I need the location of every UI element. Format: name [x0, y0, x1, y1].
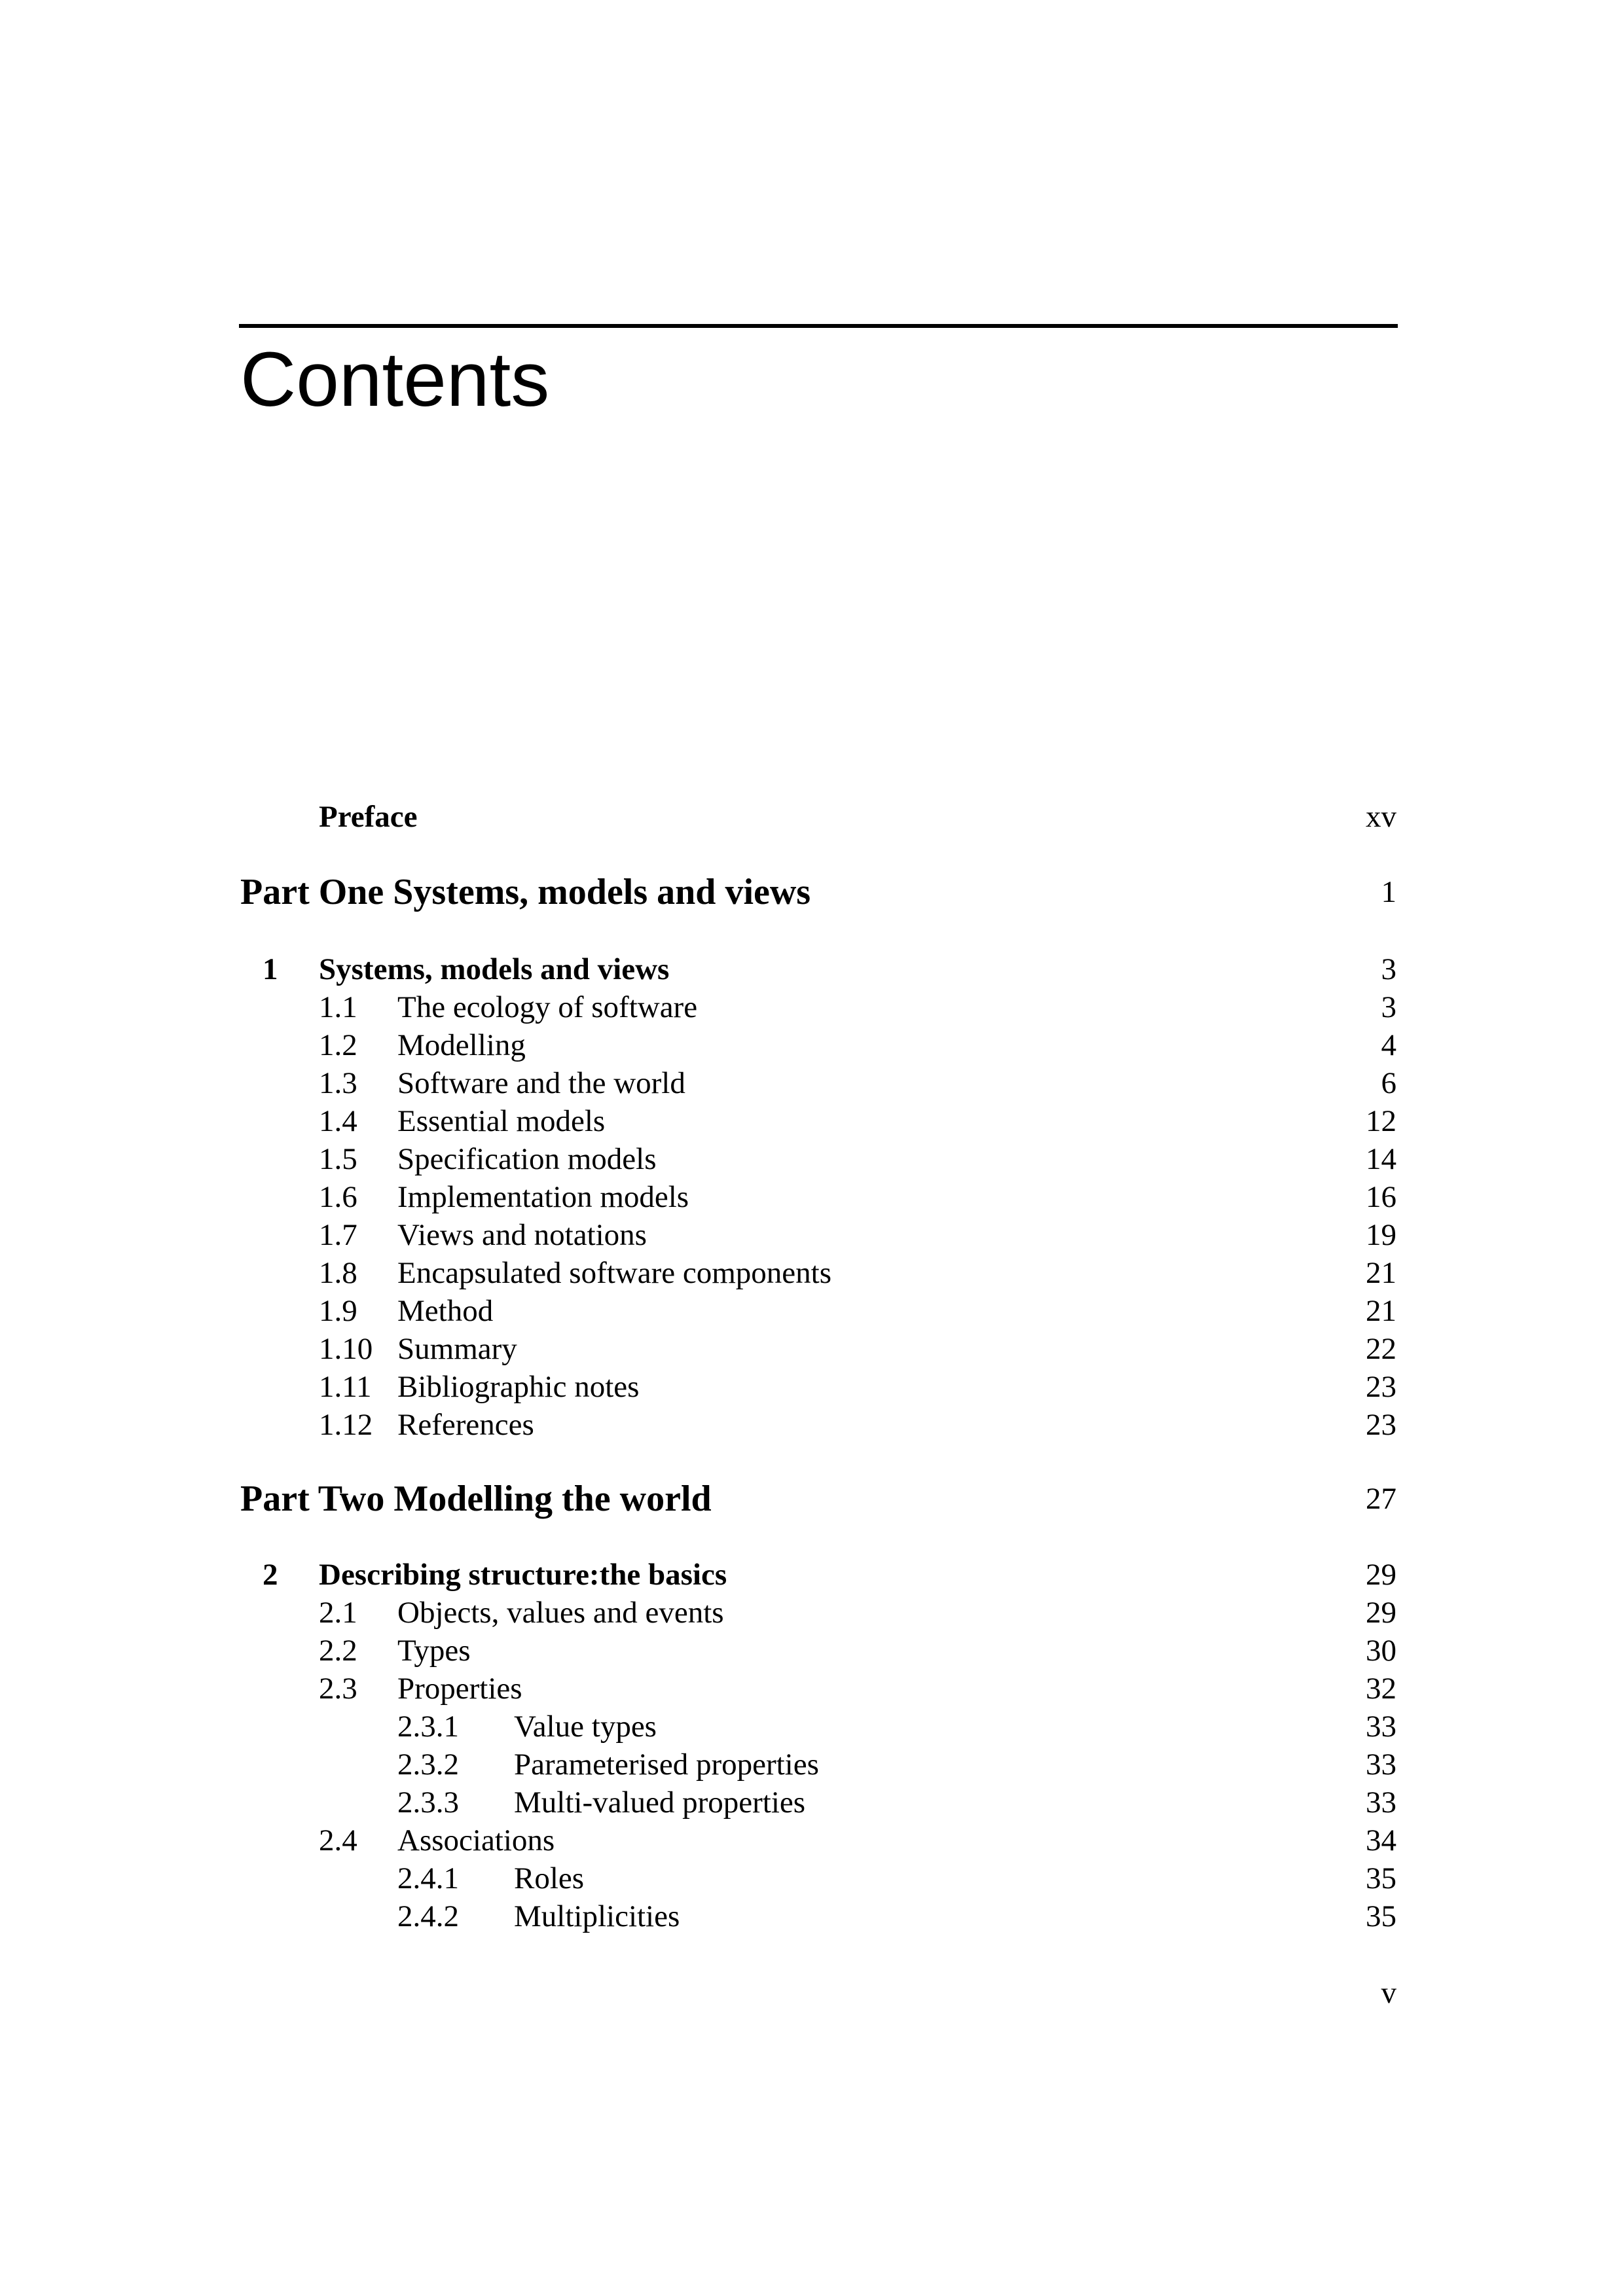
toc-section-label: The ecology of software	[397, 990, 698, 1024]
toc-subsection-label: Multiplicities	[514, 1899, 680, 1933]
toc-section-number: 1.5	[319, 1142, 357, 1176]
toc-section-label: Views and notations	[397, 1218, 647, 1252]
toc-section-page: 22	[1366, 1332, 1396, 1366]
toc-subsection[interactable]	[0, 1783, 1623, 1822]
toc-subsection[interactable]	[0, 1707, 1623, 1746]
toc-section-number: 1.2	[319, 1028, 357, 1062]
toc-chapter-number: 2	[263, 1558, 278, 1592]
toc-section[interactable]	[0, 1026, 1623, 1065]
toc-section[interactable]	[0, 1669, 1623, 1708]
toc-section-page: 23	[1366, 1370, 1396, 1404]
toc-subsection-number: 2.4.1	[397, 1861, 459, 1895]
toc-section-label: Bibliographic notes	[397, 1370, 640, 1404]
toc-part-page: 1	[1381, 875, 1396, 909]
toc-section-label: References	[397, 1408, 534, 1442]
toc-section-label: Modelling	[397, 1028, 526, 1062]
toc-section-page: 3	[1381, 990, 1396, 1024]
toc-chapter-label: Describing structure:the basics	[319, 1558, 727, 1592]
toc-section[interactable]	[0, 1631, 1623, 1670]
toc-subsection-page: 35	[1366, 1899, 1396, 1933]
toc-section-page: 19	[1366, 1218, 1396, 1252]
toc-section[interactable]	[0, 1139, 1623, 1179]
toc-section-label: Objects, values and events	[397, 1596, 724, 1630]
toc-subsection-label: Parameterised properties	[514, 1748, 819, 1782]
toc-chapter-2[interactable]	[0, 1555, 1623, 1594]
toc-section[interactable]	[0, 1177, 1623, 1217]
toc-subsection-label: Roles	[514, 1861, 585, 1895]
toc-section-label: Method	[397, 1294, 494, 1328]
toc-chapter-page: 3	[1381, 952, 1396, 986]
toc-entry-preface[interactable]	[0, 797, 1623, 836]
toc-section-page: 16	[1366, 1180, 1396, 1214]
toc-section[interactable]	[0, 1215, 1623, 1255]
toc-section-label: Encapsulated software components	[397, 1256, 832, 1290]
toc-section-number: 1.11	[319, 1370, 372, 1404]
toc-section[interactable]	[0, 988, 1623, 1027]
toc-subsection[interactable]	[0, 1745, 1623, 1784]
toc-part-page: 27	[1366, 1482, 1396, 1516]
toc-section-page: 4	[1381, 1028, 1396, 1062]
toc-section[interactable]	[0, 1405, 1623, 1444]
toc-subsection-label: Multi-valued properties	[514, 1785, 806, 1820]
toc-chapter-page: 29	[1366, 1558, 1396, 1592]
page-number: v	[1381, 1976, 1396, 2010]
toc-section[interactable]	[0, 1329, 1623, 1369]
toc-subsection[interactable]	[0, 1859, 1623, 1898]
toc-part-two[interactable]	[0, 1479, 1623, 1518]
toc-subsection-page: 35	[1366, 1861, 1396, 1895]
toc-subsection-label: Value types	[514, 1710, 657, 1744]
toc-section-label: Associations	[397, 1823, 555, 1857]
toc-subsection-number: 2.3.2	[397, 1748, 459, 1782]
toc-section-page: 21	[1366, 1256, 1396, 1290]
toc-section-label: Types	[397, 1634, 471, 1668]
toc-section-number: 1.6	[319, 1180, 357, 1214]
page-title: Contents	[240, 336, 550, 423]
toc-part-label: Part One Systems, models and views	[240, 872, 811, 912]
toc-section-page: 23	[1366, 1408, 1396, 1442]
toc-section-number: 1.10	[319, 1332, 373, 1366]
toc-subsection-page: 33	[1366, 1710, 1396, 1744]
toc-section[interactable]	[0, 1291, 1623, 1331]
toc-section-page: 14	[1366, 1142, 1396, 1176]
toc-section-label: Properties	[397, 1672, 522, 1706]
toc-entry-page: xv	[1366, 800, 1396, 834]
toc-section-number: 1.9	[319, 1294, 357, 1328]
toc-chapter-number: 1	[263, 952, 278, 986]
toc-subsection-page: 33	[1366, 1785, 1396, 1820]
toc-section-page: 12	[1366, 1104, 1396, 1138]
toc-section-number: 1.8	[319, 1256, 357, 1290]
toc-section-label: Essential models	[397, 1104, 606, 1138]
toc-subsection-page: 33	[1366, 1748, 1396, 1782]
toc-section-number: 2.1	[319, 1596, 357, 1630]
toc-section-number: 1.12	[319, 1408, 373, 1442]
toc-entry-label: Preface	[319, 800, 418, 834]
toc-subsection-number: 2.3.1	[397, 1710, 459, 1744]
toc-section-number: 2.3	[319, 1672, 357, 1706]
toc-section[interactable]	[0, 1821, 1623, 1860]
toc-section-page: 6	[1381, 1066, 1396, 1100]
toc-section-label: Software and the world	[397, 1066, 685, 1100]
toc-section-number: 2.4	[319, 1823, 357, 1857]
toc-section-label: Implementation models	[397, 1180, 689, 1214]
toc-section-number: 1.3	[319, 1066, 357, 1100]
toc-section-label: Specification models	[397, 1142, 657, 1176]
toc-section[interactable]	[0, 1593, 1623, 1632]
toc-section-page: 34	[1366, 1823, 1396, 1857]
title-rule	[239, 324, 1398, 328]
toc-chapter-label: Systems, models and views	[319, 952, 670, 986]
toc-subsection-number: 2.3.3	[397, 1785, 459, 1820]
toc-subsection-number: 2.4.2	[397, 1899, 459, 1933]
toc-section-number: 1.4	[319, 1104, 357, 1138]
toc-section-number: 2.2	[319, 1634, 357, 1668]
toc-section-number: 1.7	[319, 1218, 357, 1252]
toc-part-one[interactable]	[0, 872, 1623, 912]
toc-section-label: Summary	[397, 1332, 517, 1366]
toc-chapter-1[interactable]	[0, 950, 1623, 989]
toc-section-page: 30	[1366, 1634, 1396, 1668]
toc-section[interactable]	[0, 1064, 1623, 1103]
toc-section[interactable]	[0, 1102, 1623, 1141]
toc-part-label: Part Two Modelling the world	[240, 1479, 712, 1519]
toc-subsection[interactable]	[0, 1897, 1623, 1936]
toc-section-page: 21	[1366, 1294, 1396, 1328]
toc-section[interactable]	[0, 1367, 1623, 1407]
toc-section-page: 29	[1366, 1596, 1396, 1630]
toc-section-page: 32	[1366, 1672, 1396, 1706]
toc-section-number: 1.1	[319, 990, 357, 1024]
toc-section[interactable]	[0, 1253, 1623, 1293]
